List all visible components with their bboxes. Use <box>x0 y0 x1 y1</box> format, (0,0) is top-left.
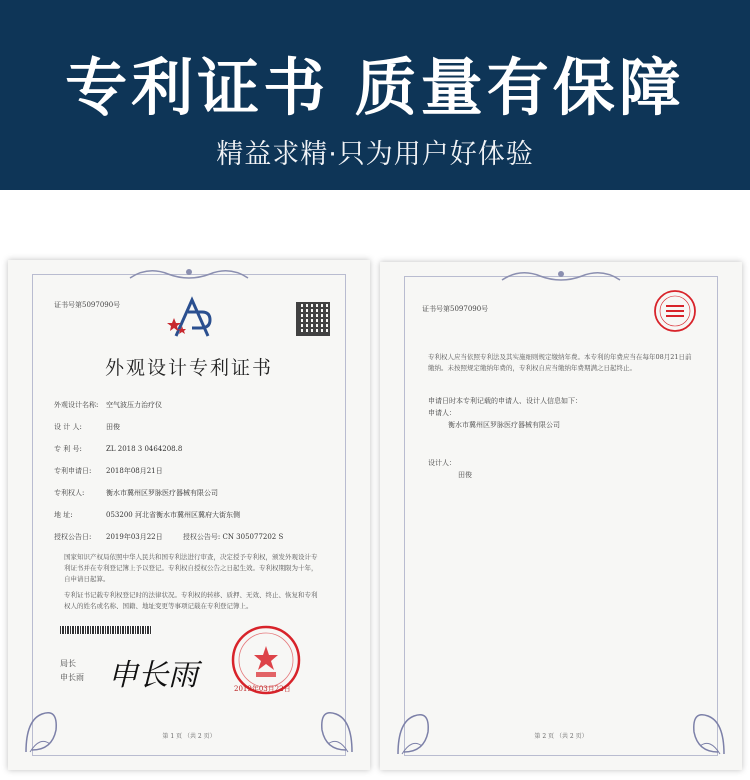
annual-fee-paragraph: 专利权人应当依照专利法及其实施细则规定缴纳年费。本专利的年费应当在每年08月21日前缴纳。未按照规定缴纳年费的，专利权自应当缴纳年费期满之日起终止。 <box>428 353 692 372</box>
field-application-date: 专利申请日: 2018年08月21日 <box>54 467 163 475</box>
field-grant-date: 授权公告日: 2019年03月22日 授权公告号: CN 305077202 S <box>54 533 284 541</box>
official-seal-icon <box>652 288 698 334</box>
certificate-number: 证书号第5097090号 <box>54 301 121 309</box>
field-address: 地 址: 053200 河北省衡水市冀州区冀府大街东侧 <box>54 511 240 519</box>
patent-certificate-page-2 <box>380 262 742 770</box>
barcode-icon <box>60 626 152 634</box>
applicant-label: 申请人： <box>428 409 456 417</box>
top-ornament-icon <box>500 268 622 284</box>
corner-ornament-icon <box>22 700 62 756</box>
header-banner <box>0 0 750 190</box>
cnipa-logo-icon <box>166 296 218 340</box>
corner-ornament-icon <box>688 702 728 758</box>
director-signature: 申长雨 <box>108 658 198 693</box>
director-label: 局长 <box>60 659 76 668</box>
patent-certificate-page-1 <box>8 260 370 770</box>
certificate-border <box>404 276 718 756</box>
certificate-number: 证书号第5097090号 <box>422 305 489 313</box>
corner-ornament-icon <box>394 702 434 758</box>
certificate-paragraph-1: 国家知识产权局依照中华人民共和国专利法进行审查，决定授予专利权，颁发外观设计专利证书并在专利登记簿上予以登记。专利权自授权公告之日起生效。专利权期限为十年，自申请日起算。 <box>64 553 318 583</box>
applicant-info-title: 申请日时本专利记载的申请人、设计人信息如下： <box>428 397 582 405</box>
banner-subtitle: 精益求精·只为用户好体验 <box>216 139 534 170</box>
top-ornament-icon <box>128 266 250 282</box>
corner-ornament-icon <box>316 700 356 756</box>
designer-label: 设计人： <box>428 459 456 467</box>
qr-code-icon <box>296 302 330 336</box>
page-number: 第 2 页 （共 2 页） <box>534 733 588 740</box>
field-designer: 设 计 人: 田俊 <box>54 423 120 431</box>
field-design-name: 外观设计名称: 空气波压力治疗仪 <box>54 401 162 409</box>
certificate-paragraph-2: 专利证书记载专利权登记时的法律状况。专利权的转移、质押、无效、终止、恢复和专利权人的姓名或名称、国籍、地址变更等事项记载在专利登记簿上。 <box>64 591 318 610</box>
director-name-label: 申长雨 <box>60 673 84 682</box>
certificate-title: 外观设计专利证书 <box>104 357 273 379</box>
page-number: 第 1 页 （共 2 页） <box>162 733 216 740</box>
stamp-date: 2019年03月22日 <box>234 685 291 693</box>
applicant-value: 衡水市冀州区罗脉医疗器械有限公司 <box>448 421 560 429</box>
designer-value: 田俊 <box>458 471 472 479</box>
field-patent-number: 专 利 号: ZL 2018 3 0464208.8 <box>54 445 183 453</box>
banner-title: 专利证书 质量有保障 <box>65 51 685 124</box>
field-patentee: 专利权人: 衡水市冀州区罗脉医疗器械有限公司 <box>54 489 218 497</box>
